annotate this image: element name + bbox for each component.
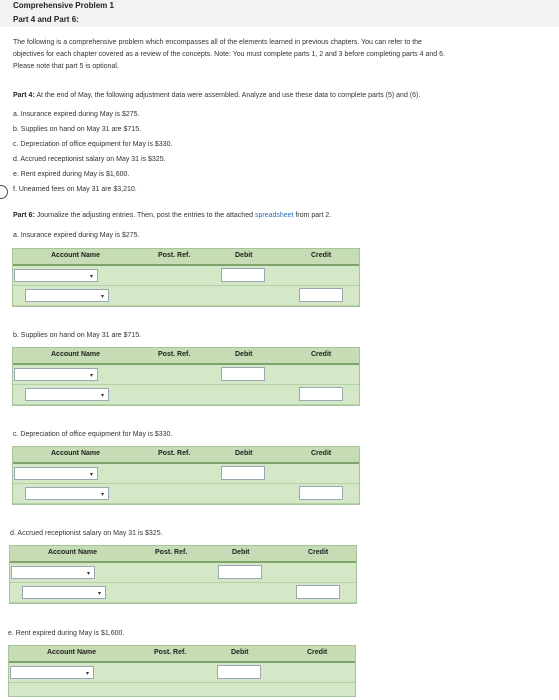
- chevron-down-icon: ▾: [100, 492, 104, 498]
- list-item: c. Depreciation of office equipment for May is $330.: [13, 141, 173, 148]
- journal-row-debit: [13, 365, 359, 385]
- journal-header: [10, 546, 356, 563]
- header-debit: Debit: [235, 252, 253, 259]
- header-credit: Credit: [311, 450, 332, 457]
- header-credit: Credit: [311, 351, 332, 358]
- chevron-down-icon: ▾: [97, 591, 101, 597]
- chevron-down-icon: ▾: [85, 671, 89, 677]
- chevron-down-icon: ▾: [100, 393, 104, 399]
- journal-row-credit: [13, 286, 359, 306]
- account-select[interactable]: [14, 269, 98, 282]
- journal-row-credit: [13, 385, 359, 405]
- account-select[interactable]: [14, 368, 98, 381]
- debit-input[interactable]: [221, 466, 265, 480]
- problem-title: Comprehensive Problem 1: [13, 1, 114, 10]
- debit-input[interactable]: [218, 565, 262, 579]
- header-post-ref: Post. Ref.: [154, 649, 187, 656]
- header-credit: Credit: [307, 649, 328, 656]
- journal-row-debit: [9, 663, 355, 683]
- account-select[interactable]: [25, 487, 109, 500]
- entry-a-label: a. Insurance expired during May is $275.: [13, 232, 140, 239]
- page-header: [0, 0, 559, 27]
- header-account-name: Account Name: [47, 649, 97, 656]
- intro-line-3: Please note that part 5 is optional.: [13, 63, 119, 70]
- account-select[interactable]: [25, 289, 109, 302]
- intro-line-1: The following is a comprehensive problem which encompasses all of the elements learned in previous chapters. You can refer to the: [13, 39, 422, 46]
- account-select[interactable]: [14, 467, 98, 480]
- journal-row-debit: [10, 563, 356, 583]
- journal-row-debit: [13, 266, 359, 286]
- adjustment-list: [13, 110, 172, 200]
- header-credit: Credit: [311, 252, 332, 259]
- part6-text-end: from part 2.: [295, 212, 332, 219]
- header-post-ref: Post. Ref.: [158, 252, 191, 259]
- credit-input[interactable]: [299, 486, 343, 500]
- entry-c-label: c. Depreciation of office equipment for May is $330.: [13, 431, 173, 438]
- intro-line-2: objectives for each chapter covered as a review of the concepts. Note: You must complete parts 1, 2 and 3 before completing parts 4 and 6.: [13, 51, 445, 58]
- credit-input[interactable]: [299, 288, 343, 302]
- header-debit: Debit: [231, 649, 249, 656]
- chevron-down-icon: ▾: [86, 571, 90, 577]
- account-select[interactable]: [25, 388, 109, 401]
- intro-text: [13, 37, 553, 73]
- journal-table-e: [8, 645, 356, 697]
- entry-d-label: d. Accrued receptionist salary on May 31 is $325.: [10, 530, 163, 537]
- account-select[interactable]: [22, 586, 106, 599]
- list-item: a. Insurance expired during May is $275.: [13, 111, 140, 118]
- list-item: d. Accrued receptionist salary on May 31 is $325.: [13, 156, 166, 163]
- header-account-name: Account Name: [51, 351, 101, 358]
- journal-table-d: [9, 545, 357, 604]
- part6-label: Part 6:: [13, 212, 35, 219]
- journal-header: [9, 646, 355, 663]
- journal-header: [13, 447, 359, 464]
- radio-indicator-icon: [0, 185, 8, 199]
- entry-b-label: b. Supplies on hand on May 31 are $715.: [13, 332, 142, 339]
- header-credit: Credit: [308, 549, 329, 556]
- chevron-down-icon: ▾: [89, 373, 93, 379]
- header-post-ref: Post. Ref.: [155, 549, 188, 556]
- chevron-down-icon: ▾: [100, 294, 104, 300]
- chevron-down-icon: ▾: [89, 472, 93, 478]
- credit-input[interactable]: [299, 387, 343, 401]
- journal-table-b: [12, 347, 360, 406]
- header-post-ref: Post. Ref.: [158, 450, 191, 457]
- header-account-name: Account Name: [48, 549, 98, 556]
- journal-header: [13, 249, 359, 266]
- journal-row-credit: [10, 583, 356, 603]
- list-item: f. Unearned fees on May 31 are $3,210.: [13, 186, 137, 193]
- part4-text: At the end of May, the following adjustment data were assembled. Analyze and use these data to complete parts (5) and (6).: [36, 92, 421, 99]
- journal-table-c: [12, 446, 360, 505]
- spreadsheet-link[interactable]: spreadsheet: [254, 212, 294, 219]
- part6-heading: [13, 211, 331, 221]
- credit-input[interactable]: [296, 585, 340, 599]
- account-select[interactable]: [10, 666, 94, 679]
- debit-input[interactable]: [221, 367, 265, 381]
- header-account-name: Account Name: [51, 252, 101, 259]
- journal-header: [13, 348, 359, 365]
- header-debit: Debit: [232, 549, 250, 556]
- list-item: e. Rent expired during May is $1,600.: [13, 171, 130, 178]
- chevron-down-icon: ▾: [89, 274, 93, 280]
- list-item: b. Supplies on hand on May 31 are $715.: [13, 126, 142, 133]
- journal-row-debit: [13, 464, 359, 484]
- debit-input[interactable]: [221, 268, 265, 282]
- header-post-ref: Post. Ref.: [158, 351, 191, 358]
- debit-input[interactable]: [217, 665, 261, 679]
- header-debit: Debit: [235, 450, 253, 457]
- journal-row-credit: [13, 484, 359, 504]
- journal-table-a: [12, 248, 360, 307]
- header-account-name: Account Name: [51, 450, 101, 457]
- header-debit: Debit: [235, 351, 253, 358]
- problem-subtitle: Part 4 and Part 6:: [13, 15, 79, 24]
- account-select[interactable]: [11, 566, 95, 579]
- entry-e-label: e. Rent expired during May is $1,600.: [8, 630, 125, 637]
- part6-text: Journalize the adjusting entries. Then, post the entries to the attached: [36, 212, 253, 219]
- part4-label: Part 4:: [13, 92, 35, 99]
- part4-heading: [13, 91, 420, 101]
